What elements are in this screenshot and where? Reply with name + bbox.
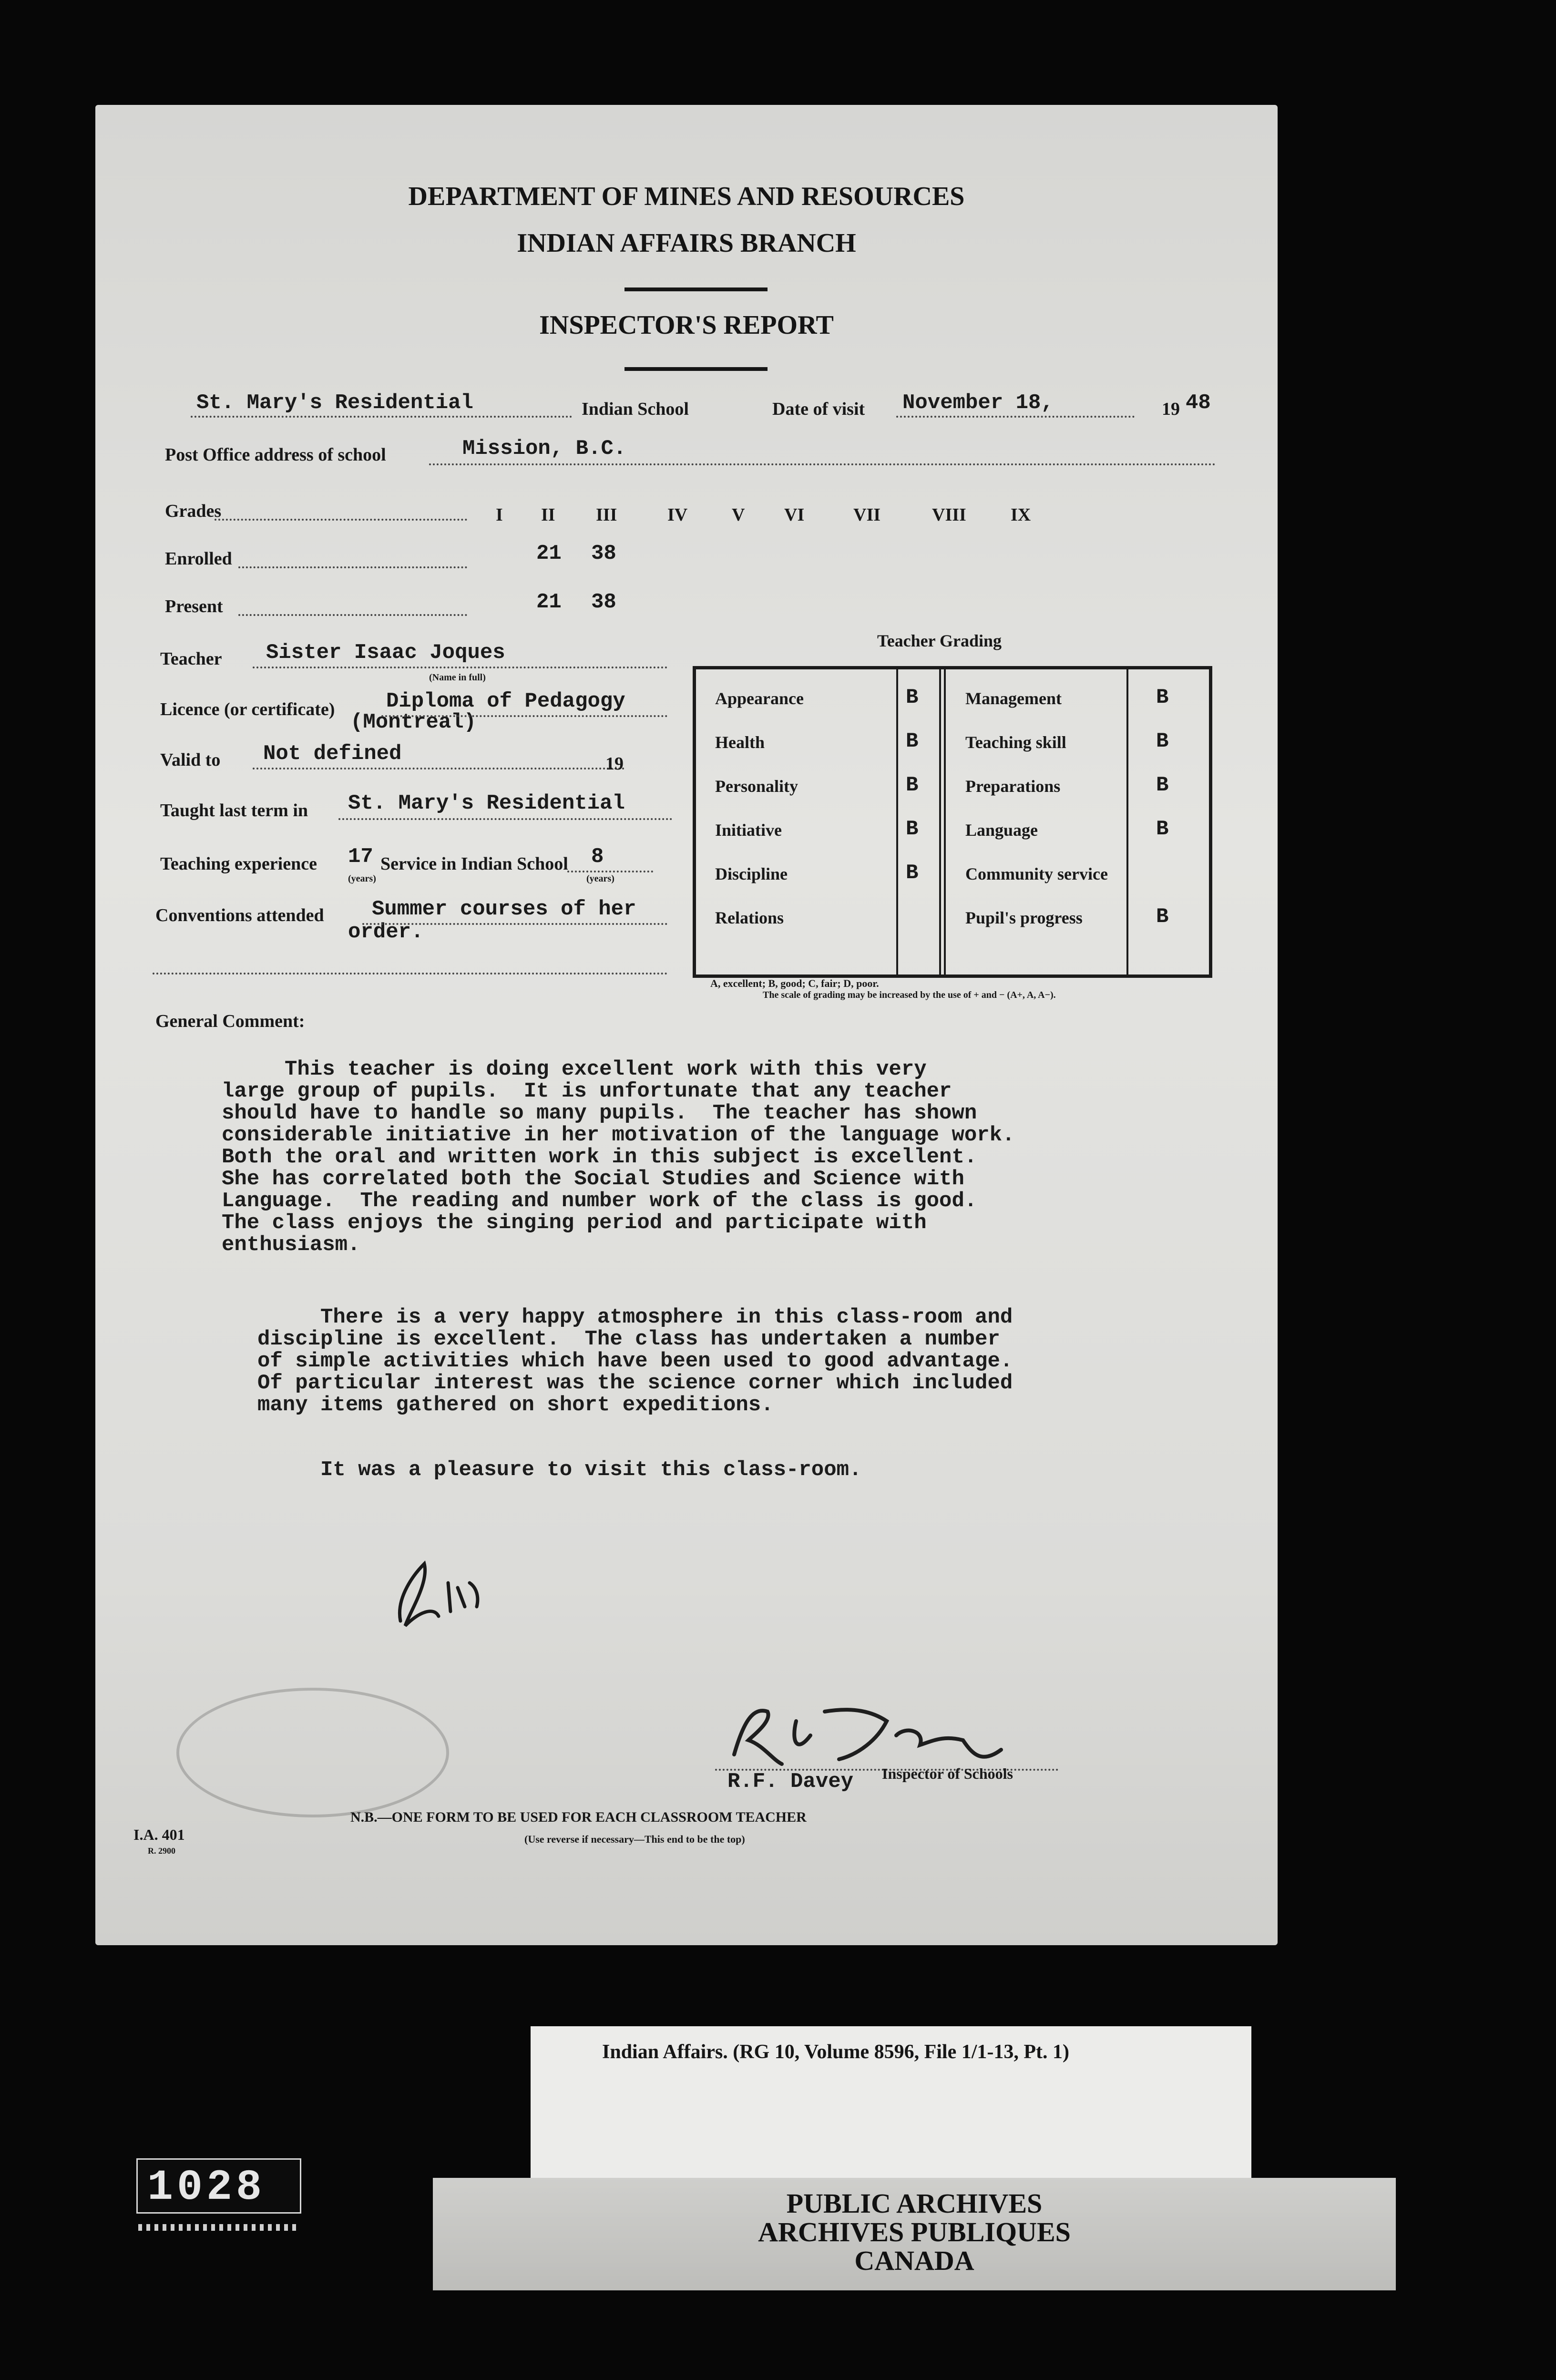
grade-column-ii: II — [541, 505, 555, 525]
grade-column-viii: VIII — [932, 505, 966, 525]
comment-line: considerable initiative in her motivation of the language work. — [222, 1123, 1015, 1147]
grade-column-iii: III — [596, 505, 617, 525]
licence-line — [381, 715, 667, 717]
comment-line: many items gathered on short expeditions. — [257, 1393, 774, 1417]
present-count-ii: 21 — [536, 590, 562, 614]
grid-divider-3 — [944, 669, 946, 975]
header-rule-bottom — [624, 367, 768, 371]
grading-value-left-0: B — [906, 686, 919, 709]
header-rule-top — [624, 287, 768, 291]
conventions-label: Conventions attended — [155, 905, 324, 925]
grading-label-left-4: Discipline — [715, 864, 788, 883]
grade-column-vii: VII — [853, 505, 881, 525]
present-label: Present — [165, 596, 223, 616]
nb-line: N.B.—ONE FORM TO BE USED FOR EACH CLASSROOM TEACHER — [350, 1809, 807, 1825]
comment-line: There is a very happy atmosphere in this class-room and — [257, 1305, 1013, 1329]
service-value: 8 — [591, 845, 604, 869]
nb-sub: (Use reverse if necessary—This end to be the top) — [524, 1833, 745, 1845]
grid-divider-2 — [939, 669, 941, 975]
grade-column-ix: IX — [1011, 505, 1031, 525]
valid-value: Not defined — [263, 742, 402, 766]
perforation — [187, 2224, 191, 2231]
perforation — [195, 2224, 199, 2231]
archives-line-3: CANADA — [854, 2245, 974, 2276]
comment-paragraph-2 — [257, 1306, 1013, 1416]
present-line — [238, 614, 467, 616]
perforation — [235, 2224, 239, 2231]
archives-line-1: PUBLIC ARCHIVES — [786, 2188, 1043, 2219]
grade-column-iv: IV — [667, 505, 688, 525]
perforation — [154, 2224, 158, 2231]
grading-value-right-3: B — [1156, 817, 1169, 841]
grading-scale-note: The scale of grading may be increased by the use of + and − (A+, A, A−). — [763, 990, 1056, 1000]
comment-line: She has correlated both the Social Studies and Science with — [222, 1167, 964, 1191]
comment-line: This teacher is doing excellent work with this very — [222, 1057, 927, 1081]
perforation — [276, 2224, 280, 2231]
valid-line — [253, 768, 624, 769]
valid-year: 19 — [605, 754, 624, 774]
frame-number-box — [136, 2158, 301, 2214]
comment-line: Both the oral and written work in this subject is excellent. — [222, 1145, 977, 1169]
comment-line: large group of pupils. It is unfortunate that any teacher — [222, 1079, 952, 1103]
form-revision: R. 2900 — [148, 1846, 175, 1856]
grid-divider-1 — [896, 669, 898, 975]
school-name-line — [191, 416, 572, 418]
archive-reference: Indian Affairs. (RG 10, Volume 8596, File 1/1-13, Pt. 1) — [602, 2041, 1070, 2063]
perforation — [179, 2224, 183, 2231]
department-heading: DEPARTMENT OF MINES AND RESOURCES — [408, 182, 965, 211]
year-value: 48 — [1186, 391, 1211, 415]
taught-line — [338, 818, 672, 820]
perforation — [138, 2224, 142, 2231]
date-label: Date of visit — [772, 399, 865, 419]
perforation — [171, 2224, 174, 2231]
comment-paragraph-3: It was a pleasure to visit this class-room. — [257, 1458, 862, 1482]
grading-value-left-3: B — [906, 817, 919, 841]
perforation — [227, 2224, 231, 2231]
teacher-label: Teacher — [160, 649, 222, 669]
report-title: INSPECTOR'S REPORT — [539, 310, 834, 340]
school-name-label: Indian School — [582, 399, 689, 419]
grading-label-left-1: Health — [715, 733, 765, 752]
handwritten-initials — [381, 1554, 496, 1640]
service-years-note: (years) — [586, 873, 614, 884]
grading-label-right-1: Teaching skill — [965, 733, 1066, 752]
experience-label: Teaching experience — [160, 854, 317, 874]
grading-label-left-0: Appearance — [715, 689, 804, 708]
licence-value-2: (Montreal) — [350, 710, 477, 734]
comment-line: discipline is excellent. The class has undertaken a number — [257, 1327, 1000, 1351]
perforation — [219, 2224, 223, 2231]
perforation — [268, 2224, 272, 2231]
comment-line: The class enjoys the singing period and participate with — [222, 1211, 927, 1235]
report-sheet — [95, 105, 1278, 1945]
perforation — [244, 2224, 247, 2231]
grading-value-right-2: B — [1156, 773, 1169, 797]
grading-title: Teacher Grading — [877, 631, 1002, 650]
licence-value: Diploma of Pedagogy — [386, 689, 625, 713]
valid-label: Valid to — [160, 750, 221, 770]
date-line — [896, 416, 1135, 418]
enrolled-label: Enrolled — [165, 549, 232, 569]
perforation — [252, 2224, 256, 2231]
grading-label-right-4: Community service — [965, 864, 1108, 883]
grading-value-left-4: B — [906, 861, 919, 885]
form-number: I.A. 401 — [133, 1826, 185, 1843]
post-office-line — [429, 463, 1216, 465]
grading-label-left-2: Personality — [715, 777, 798, 796]
enrolled-line — [238, 566, 467, 568]
taught-label: Taught last term in — [160, 800, 308, 821]
grade-column-vi: VI — [784, 505, 805, 525]
faded-date-stamp — [176, 1688, 449, 1817]
enrolled-count-iii: 38 — [591, 542, 616, 565]
service-label: Service in Indian School — [380, 854, 568, 874]
comment-paragraph-1 — [222, 1058, 1014, 1256]
perforation — [284, 2224, 288, 2231]
frame-number: 1028 — [147, 2164, 266, 2212]
perforation — [163, 2224, 166, 2231]
service-line — [567, 871, 653, 872]
taught-value: St. Mary's Residential — [348, 791, 625, 815]
experience-value: 17 — [348, 845, 373, 869]
experience-years-note: (years) — [348, 873, 376, 884]
teacher-grading-table — [693, 666, 1212, 978]
present-count-iii: 38 — [591, 590, 616, 614]
conventions-value-2: order. — [348, 920, 424, 944]
grading-label-right-2: Preparations — [965, 777, 1061, 796]
comment-line: Language. The reading and number work of the class is good. — [222, 1189, 977, 1213]
teacher-value: Sister Isaac Joques — [266, 641, 505, 665]
post-office-value: Mission, B.C. — [462, 437, 626, 461]
perforation — [146, 2224, 150, 2231]
grading-label-right-5: Pupil's progress — [965, 908, 1083, 927]
teacher-line — [253, 667, 667, 668]
general-comment-label: General Comment: — [155, 1011, 305, 1031]
post-office-label: Post Office address of school — [165, 445, 386, 465]
inspector-name: R.F. Davey — [727, 1770, 854, 1794]
conventions-line — [362, 923, 667, 925]
grading-value-right-5: B — [1156, 905, 1169, 929]
name-note: (Name in full) — [429, 672, 486, 683]
archives-banner — [433, 2178, 1396, 2290]
perforation — [211, 2224, 215, 2231]
grades-line — [215, 519, 467, 521]
school-name-value: St. Mary's Residential — [196, 391, 473, 415]
conventions-line-2 — [153, 973, 667, 975]
grade-column-i: I — [496, 505, 503, 525]
grading-label-left-5: Relations — [715, 908, 784, 927]
grading-label-left-3: Initiative — [715, 821, 782, 840]
grading-value-left-1: B — [906, 729, 919, 753]
enrolled-count-ii: 21 — [536, 542, 562, 565]
year-prefix: 19 — [1162, 399, 1180, 419]
archive-reference-card — [531, 2026, 1251, 2193]
grade-column-v: V — [732, 505, 745, 525]
inspector-title: Inspector of Schools — [882, 1765, 1013, 1782]
grading-label-right-0: Management — [965, 689, 1062, 708]
branch-heading: INDIAN AFFAIRS BRANCH — [517, 228, 856, 258]
comment-line: enthusiasm. — [222, 1233, 360, 1257]
grading-legend: A, excellent; B, good; C, fair; D, poor. — [710, 977, 879, 989]
comment-line: Of particular interest was the science corner which included — [257, 1371, 1013, 1395]
perforation — [292, 2224, 296, 2231]
date-value: November 18, — [902, 391, 1054, 415]
grid-divider-4 — [1126, 669, 1128, 975]
comment-line: of simple activities which have been used to good advantage. — [257, 1349, 1013, 1373]
comment-line: should have to handle so many pupils. The teacher has shown — [222, 1101, 977, 1125]
grades-label: Grades — [165, 501, 222, 521]
grading-value-left-2: B — [906, 773, 919, 797]
grading-label-right-3: Language — [965, 821, 1038, 840]
grading-value-right-0: B — [1156, 686, 1169, 709]
perforation — [260, 2224, 264, 2231]
licence-label: Licence (or certificate) — [160, 699, 335, 719]
archives-line-2: ARCHIVES PUBLIQUES — [758, 2216, 1071, 2247]
conventions-value: Summer courses of her — [372, 897, 636, 921]
grading-value-right-1: B — [1156, 729, 1169, 753]
perforation — [203, 2224, 207, 2231]
